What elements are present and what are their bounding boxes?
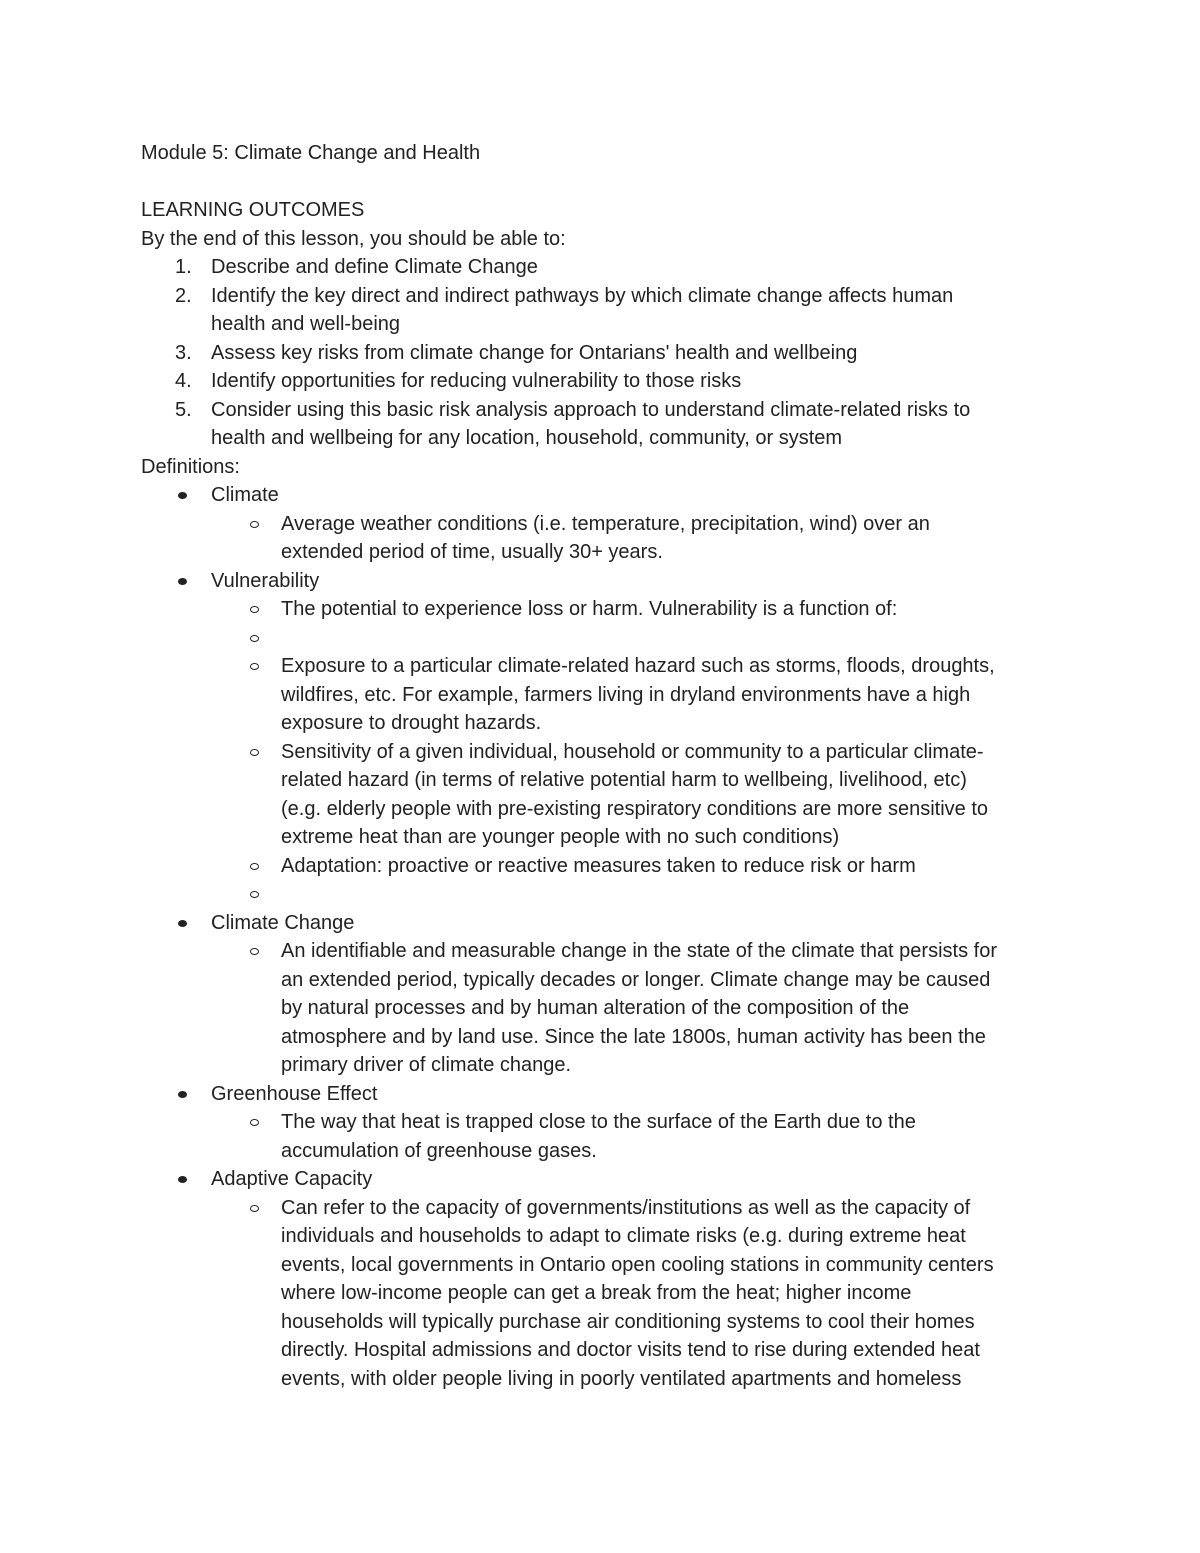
definition-term: Climate Change <box>211 911 355 934</box>
bullet-circle-icon <box>250 863 259 870</box>
outcome-text-line: Describe and define Climate Change <box>211 256 538 278</box>
outcome-text-line: Consider using this basic risk analysis approach to understand climate-related risks to <box>211 398 971 421</box>
bullet-circle-icon <box>250 663 259 670</box>
bullet-circle-icon <box>250 635 259 642</box>
definition-text-line: directly. Hospital admissions and doctor visits tend to rise during extended heat <box>281 1339 980 1361</box>
definition-subitem <box>211 1108 1071 1165</box>
outcomes-intro: By the end of this lesson, you should be able to: <box>141 227 566 250</box>
definition-text-line: Can refer to the capacity of governments/institutions as well as the capacity of <box>281 1196 971 1219</box>
definition-text-line: accumulation of greenhouse gases. <box>281 1139 597 1162</box>
definition-subitem <box>211 738 1071 852</box>
bullet-circle-icon <box>250 1119 259 1126</box>
bullet-dot-icon <box>178 1176 187 1183</box>
outcome-number: 3. <box>175 341 192 364</box>
definition-text-line: individuals and households to adapt to climate risks (e.g. during extreme heat <box>281 1225 966 1247</box>
definition-text-line: exposure to drought hazards. <box>281 712 542 734</box>
definition-text-line: events, local governments in Ontario open cooling stations in community centers <box>281 1253 994 1276</box>
definition-text-line: an extended period, typically decades or longer. Climate change may be caused <box>281 968 991 991</box>
outcome-number: 2. <box>175 284 192 307</box>
definition-text-line: events, with older people living in poorly ventilated apartments and homeless <box>281 1367 962 1390</box>
outcome-number: 5. <box>175 398 192 421</box>
bullet-dot-icon <box>178 1091 187 1098</box>
outcome-text-line: Assess key risks from climate change for Ontarians' health and wellbeing <box>211 341 858 364</box>
outcome-item <box>141 339 1071 368</box>
outcome-text-line: health and wellbeing for any location, household, community, or system <box>211 427 843 449</box>
definition-text-line: by natural processes and by human alteration of the composition of the <box>281 997 910 1019</box>
definition-text-line: where low-income people can get a break from the heat; higher income <box>281 1282 912 1304</box>
definition-subitems <box>211 595 1071 909</box>
definition-text-line: Adaptation: proactive or reactive measures taken to reduce risk or harm <box>281 854 916 877</box>
definition-text-line: extended period of time, usually 30+ years. <box>281 541 663 563</box>
definition-text-line: The way that heat is trapped close to the surface of the Earth due to the <box>281 1111 916 1133</box>
definition-term: Adaptive Capacity <box>211 1168 373 1190</box>
outcome-text-line: Identify opportunities for reducing vulnerability to those risks <box>211 370 742 392</box>
outcomes-list <box>141 253 1071 453</box>
outcome-number: 1. <box>175 256 192 278</box>
definition-text-line: The potential to experience loss or harm. Vulnerability is a function of: <box>281 598 898 620</box>
bullet-dot-icon <box>178 578 187 585</box>
document-title: Module 5: Climate Change and Health <box>141 142 481 164</box>
definition-text-line: extreme heat than are younger people with no such conditions) <box>281 826 840 848</box>
definition-text-line: atmosphere and by land use. Since the late 1800s, human activity has been the <box>281 1025 986 1048</box>
definition-term: Greenhouse Effect <box>211 1082 378 1105</box>
outcome-text-line: health and well-being <box>211 313 401 335</box>
definition-item <box>141 481 1071 567</box>
definitions-heading: Definitions: <box>141 455 240 478</box>
definition-subitem <box>211 510 1071 567</box>
spacer <box>141 168 1071 197</box>
outcome-number: 4. <box>175 370 192 392</box>
definition-subitem <box>211 595 1071 624</box>
definition-subitem <box>211 880 1071 909</box>
bullet-circle-icon <box>250 1205 259 1212</box>
definition-subitems <box>211 937 1071 1080</box>
definition-text-line: (e.g. elderly people with pre-existing respiratory conditions are more sensitive to <box>281 797 989 820</box>
definition-text-line: wildfires, etc. For example, farmers living in dryland environments have a high <box>281 683 971 706</box>
definition-subitems <box>211 510 1071 567</box>
definition-subitem <box>211 652 1071 738</box>
definition-text-line: Average weather conditions (i.e. temperature, precipitation, wind) over an <box>281 512 930 535</box>
definition-term: Vulnerability <box>211 569 320 592</box>
document-page <box>141 139 1071 1393</box>
bullet-dot-icon <box>178 492 187 499</box>
outcome-item <box>141 396 1071 453</box>
definition-text-line: related hazard (in terms of relative potential harm to wellbeing, livelihood, etc) <box>281 769 967 791</box>
definitions-list <box>141 481 1071 1393</box>
definition-subitem <box>211 624 1071 653</box>
definition-subitems <box>211 1108 1071 1165</box>
definition-term: Climate <box>211 484 279 506</box>
definition-item <box>141 1080 1071 1166</box>
definition-subitem <box>211 852 1071 881</box>
outcome-item <box>141 253 1071 282</box>
definition-subitems <box>211 1194 1071 1394</box>
definition-text-line: An identifiable and measurable change in the state of the climate that persists for <box>281 940 997 962</box>
definition-item <box>141 909 1071 1080</box>
bullet-circle-icon <box>250 749 259 756</box>
definition-text-line: primary driver of climate change. <box>281 1054 572 1076</box>
bullet-dot-icon <box>178 920 187 927</box>
definition-subitem <box>211 1194 1071 1394</box>
definition-text-line: Exposure to a particular climate-related hazard such as storms, floods, droughts, <box>281 655 995 677</box>
bullet-circle-icon <box>250 891 259 898</box>
bullet-circle-icon <box>250 948 259 955</box>
definition-subitem <box>211 937 1071 1080</box>
outcome-item <box>141 282 1071 339</box>
definition-text-line: Sensitivity of a given individual, household or community to a particular climate- <box>281 740 984 763</box>
outcome-text-line: Identify the key direct and indirect pathways by which climate change affects human <box>211 284 954 307</box>
outcome-item <box>141 367 1071 396</box>
outcomes-heading: LEARNING OUTCOMES <box>141 199 365 221</box>
definition-item <box>141 1165 1071 1393</box>
bullet-circle-icon <box>250 521 259 528</box>
definition-text-line: households will typically purchase air conditioning systems to cool their homes <box>281 1310 975 1333</box>
bullet-circle-icon <box>250 606 259 613</box>
definition-item <box>141 567 1071 909</box>
